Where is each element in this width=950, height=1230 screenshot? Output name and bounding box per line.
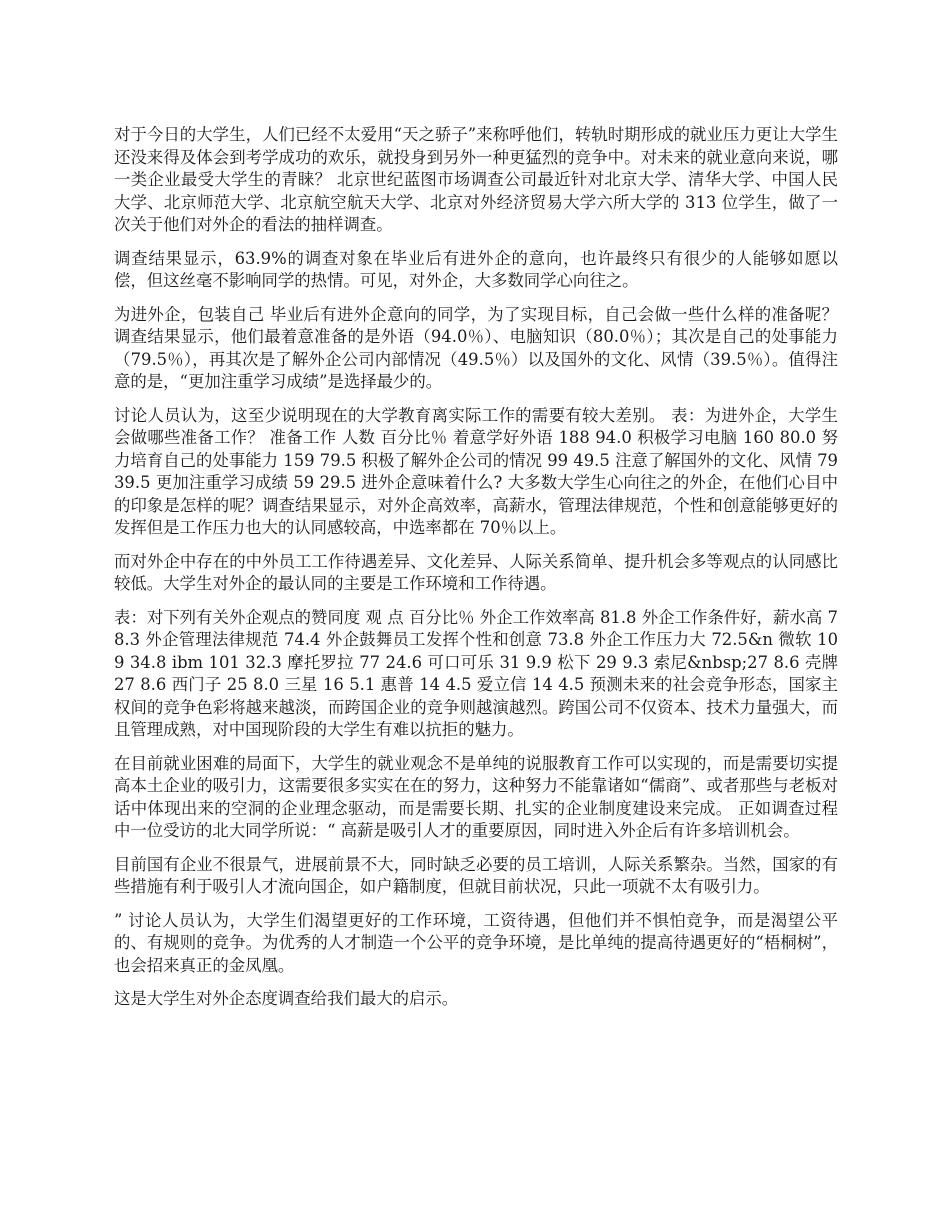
paragraph-4: 讨论人员认为，这至少说明现在的大学教育离实际工作的需要有较大差别。 表：为进外企，大学生会做哪些准备工作？ 准备工作 人数 百分比％ 着意学好外语 188 94.0 积极学习电脑 160 80.0 努力培育自己的处事能力 159 79.5 积极了解外企公司的情况 99 49.5 注意了解国外的文化、风情 79 39.5 更加注重学习成绩 59 29.5 进外企意味着什么? 大多数大学生心向往之的外企，在他们心目中的印象是怎样的呢？调查结果显示，对外企高效率，高薪水，管理法律规范，个性和创意能够更好的发挥但是工作压力也大的认同感较高，中选率都在 70％以上。 <box>114 405 838 537</box>
paragraph-8: 目前国有企业不很景气，进展前景不大，同时缺乏必要的员工培训，人际关系繁杂。当然，国家的有些措施有利于吸引人才流向国企，如户籍制度，但就目前状况，只此一项就不太有吸引力。 <box>114 854 838 896</box>
paragraph-10: 这是大学生对外企态度调查给我们最大的启示。 <box>114 989 459 1008</box>
paragraph-3: 为进外企，包装自己 毕业后有进外企意向的同学，为了实现目标，自己会做一些什么样的准备呢？调查结果显示，他们最着意准备的是外语（94.0％）、电脑知识（80.0％）；其次是自己的处事能力（79.5％），再其次是了解外企公司内部情况（49.5％）以及国外的文化、风情（39.5％）。值得注意的是，“更加注重学习成绩”是选择最少的。 <box>114 304 838 391</box>
paragraph-9: ” 讨论人员认为，大学生们渴望更好的工作环境，工资待遇，但他们并不惧怕竞争，而是渴望公平的、有规则的竞争。为优秀的人才制造一个公平的竞争环境，是比单纯的提高待遇更好的“梧桐树”，也会招来真正的金凤凰。 <box>114 910 838 975</box>
paragraph-7: 在目前就业困难的局面下，大学生的就业观念不是单纯的说服教育工作可以实现的，而是需要切实提高本土企业的吸引力，这需要很多实实在在的努力，这种努力不能靠诸如“儒商”、或者那些与老板对话中体现出来的空洞的企业理念驱动，而是需要长期、扎实的企业制度建设来完成。 正如调查过程中一位受访的北大同学所说：“ 高薪是吸引人才的重要原因，同时进入外企后有许多培训机会。 <box>114 753 838 840</box>
document-body <box>114 124 838 1022</box>
paragraph-6: 表：对下列有关外企观点的赞同度 观 点 百分比％ 外企工作效率高 81.8 外企工作条件好，薪水高 78.3 外企管理法律规范 74.4 外企鼓舞员工发挥个性和创意 73.8 外企工作压力大 72.5&n 微软 109 34.8 ibm 101 32.3 摩托罗拉 77 24.6 可口可乐 31 9.9 松下 29 9.3 索尼&nbsp;27 8.6 壳牌 27 8.6 西门子 25 8.0 三星 16 5.1 惠普 14 4.5 爱立信 14 4.5 预测未来的社会竞争形态，国家主权间的竞争色彩将越来越淡，而跨国企业的竞争则越演越烈。跨国公司不仅资本、技术力量强大，而且管理成熟，对中国现阶段的大学生有难以抗拒的魅力。 <box>114 607 838 739</box>
paragraph-1: 对于今日的大学生，人们已经不太爱用“天之骄子”来称呼他们，转轨时期形成的就业压力更让大学生还没来得及体会到考学成功的欢乐，就投身到另外一种更猛烈的竞争中。对未来的就业意向来说，哪一类企业最受大学生的青睐？ 北京世纪蓝图市场调查公司最近针对北京大学、清华大学、中国人民大学、北京师范大学、北京航空航天大学、北京对外经济贸易大学六所大学的 313 位学生，做了一次关于他们对外企的看法的抽样调查。 <box>114 125 838 234</box>
paragraph-5: 而对外企中存在的中外员工工作待遇差异、文化差异、人际关系简单、提升机会多等观点的认同感比较低。大学生对外企的最认同的主要是工作环境和工作待遇。 <box>114 551 838 593</box>
paragraph-2: 调查结果显示，63.9%的调查对象在毕业后有进外企的意向，也许最终只有很少的人能够如愿以偿，但这丝毫不影响同学的热情。可见，对外企，大多数同学心向往之。 <box>114 248 838 290</box>
